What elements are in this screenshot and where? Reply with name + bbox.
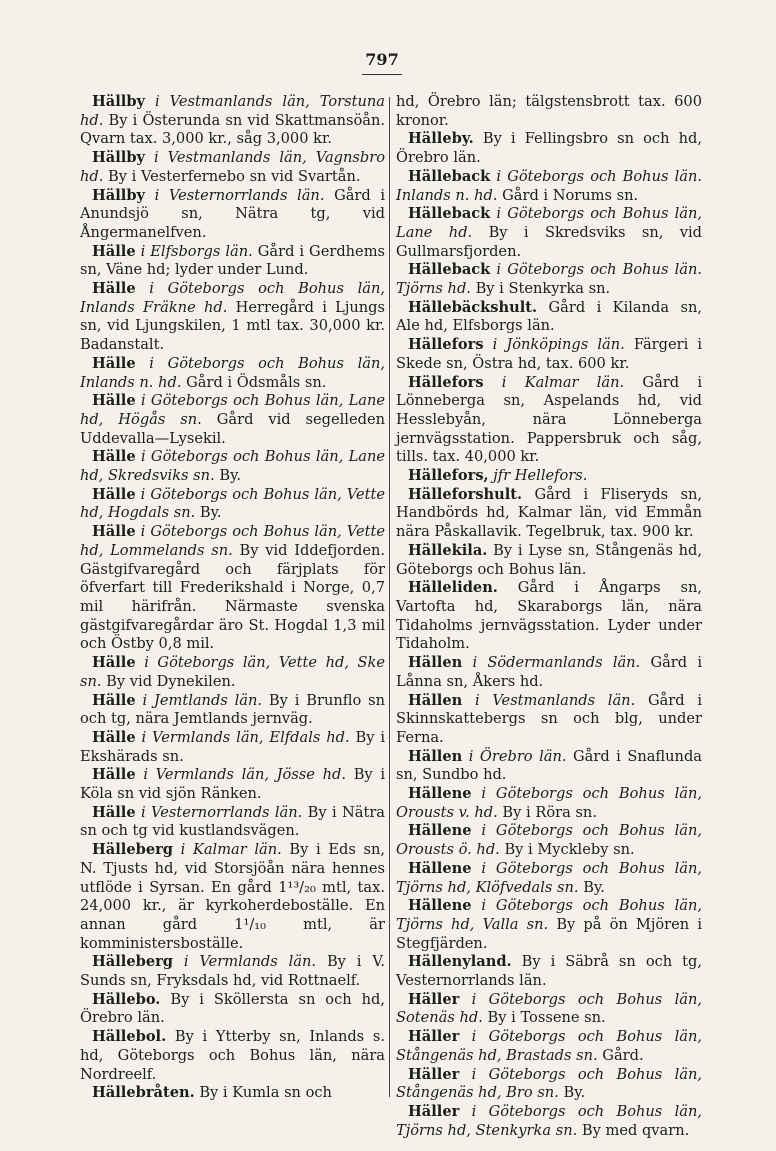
dictionary-entry — [80, 448, 385, 485]
entry-headword: Hälle — [92, 803, 136, 821]
entry-headword: Hällby — [92, 93, 146, 110]
entry-headword: Hällebråten. — [92, 1084, 195, 1102]
entry-text: Gård i Lånna sn, Åkers hd. — [396, 654, 703, 690]
entry-location: i Göteborgs och Bohus län, Lane hd, Skredsviks sn. — [80, 448, 386, 485]
entry-location: i Södermanlands län. — [472, 654, 641, 672]
entry-text: By i Skredsviks sn, vid Gullmarsfjorden. — [396, 223, 702, 260]
entry-text: Gård i Gerdhems sn, Väne hd; lyder under Lund. — [80, 242, 386, 279]
entry-text: By. — [219, 467, 242, 485]
entry-headword: Hälle — [92, 523, 136, 541]
entry-text: Gård i Norums sn. — [502, 186, 639, 204]
entry-headword: Hälle — [92, 654, 136, 672]
entry-headword: Hälle — [92, 766, 136, 784]
dictionary-entry — [396, 897, 702, 953]
entry-headword: Hälleby. — [408, 130, 474, 148]
entry-headword: Hälle — [92, 392, 136, 410]
dictionary-entry — [396, 860, 702, 897]
entry-location: i Göteborgs och Bohus län, Lane hd, Högås sn. — [80, 392, 386, 428]
entry-text: By vid Dynekilen. — [106, 672, 236, 690]
column-divider — [389, 97, 390, 1097]
dictionary-entry — [396, 374, 702, 468]
entry-location: i Göteborgs och Bohus län, Inlands n. hd. — [80, 354, 385, 391]
entry-text: By med qvarn. — [581, 1121, 690, 1139]
entry-headword: Hälleback — [408, 205, 491, 223]
entry-headword: Häller — [408, 1102, 460, 1120]
dictionary-entry — [396, 991, 702, 1028]
entry-text: By vid Iddefjorden. Gästgifvaregård och färjplats för öfverfart till Frederikshald i Norge, 0,7 mil härifrån. Närmaste svenska gästgifvaregårdar äro St. Hogdal 1,3 mil och Östby 0,8 mil. — [80, 541, 386, 653]
entry-location: i Göteborgs och Bohus län, Orousts v. hd. — [396, 785, 702, 821]
dictionary-entry — [80, 804, 385, 841]
entry-text: Gård i Kilanda sn, Ale hd, Elfsborgs län. — [396, 298, 702, 335]
dictionary-entry — [80, 1084, 385, 1103]
right-column — [396, 93, 702, 1140]
dictionary-entry — [80, 486, 385, 523]
dictionary-entry — [80, 654, 385, 691]
entry-location: i Göteborgs län, Vette hd, Ske sn. — [80, 654, 385, 690]
entry-text: hd, Örebro län; tälgstensbrott tax. 600 kronor. — [396, 93, 702, 129]
dictionary-entry — [80, 953, 385, 990]
dictionary-entry — [80, 1028, 385, 1084]
entry-location: i Jönköpings län. — [492, 336, 625, 354]
dictionary-entry — [80, 766, 385, 803]
dictionary-entry — [396, 168, 702, 205]
entry-headword: Hällebol. — [92, 1028, 167, 1046]
dictionary-entry — [396, 205, 702, 261]
entry-location: i Göteborgs och Bohus län, Tjörns hd, Klöfvedals sn. — [396, 859, 702, 896]
dictionary-entry — [80, 991, 385, 1028]
dictionary-entry — [396, 579, 702, 654]
entry-headword: Hällekila. — [408, 541, 488, 559]
dictionary-entry — [80, 729, 385, 766]
entry-headword: Hällene — [408, 859, 472, 877]
entry-text: By. — [563, 1084, 586, 1102]
entry-text: Gård i Fliseryds sn, Handbörds hd, Kalmar län, vid Emmån nära Påskallavik. Tegelbruk, tax. 900 kr. — [396, 485, 702, 541]
entry-location: i Vestmanlands län. — [474, 691, 636, 709]
entry-text: By i Vesterfernebo sn vid Svartån. — [108, 167, 361, 185]
entry-headword: Häller — [408, 1065, 460, 1083]
entry-text: By. — [199, 504, 222, 522]
dictionary-entry — [396, 261, 702, 298]
entry-location: i Vesternorrlands län. — [140, 803, 303, 821]
entry-location: i Göteborgs och Bohus län, Stångenäs hd, Brastads sn. — [396, 1028, 703, 1064]
dictionary-entry — [396, 654, 702, 691]
dictionary-entry — [396, 953, 702, 990]
entry-text: By i Myckleby sn. — [504, 841, 635, 859]
dictionary-entry — [80, 355, 385, 392]
dictionary-entry — [396, 1028, 702, 1065]
entry-location: i Göteborgs och Bohus län, Vette hd, Lommelands sn. — [80, 523, 385, 559]
entry-location: i Göteborgs och Bohus län, Inlands Fräkne hd. — [80, 280, 385, 316]
dictionary-entry — [396, 822, 702, 859]
entry-headword: Hälleforshult. — [408, 485, 523, 503]
entry-headword: Hällen — [408, 691, 463, 709]
entry-text: Gård. — [602, 1046, 644, 1064]
entry-headword: Hälle — [92, 485, 136, 503]
entry-headword: Hälle — [92, 280, 136, 298]
entry-text: By i Ytterby sn, Inlands s. hd, Göteborgs och Bohus län, nära Nordreelf. — [80, 1028, 386, 1083]
entry-text: By i Köla sn vid sjön Ränken. — [80, 766, 386, 803]
entry-headword: Hällen — [408, 654, 463, 672]
entry-text: Gård i Snaflunda sn, Sundbo hd. — [396, 747, 702, 784]
entry-headword: Hälle — [92, 448, 136, 466]
dictionary-entry — [80, 523, 385, 654]
entry-headword: Hällene — [408, 897, 472, 915]
entry-headword: Hälle — [92, 728, 136, 746]
dictionary-entry — [396, 93, 702, 130]
entry-text: By i Brunflo sn och tg, nära Jemtlands jernväg. — [80, 691, 386, 728]
entry-headword: Hälle — [92, 242, 136, 260]
dictionary-entry — [396, 785, 702, 822]
entry-headword: Hälleliden. — [408, 579, 498, 597]
entry-location: i Vermlands län, Jösse hd. — [143, 766, 346, 784]
entry-location: i Kalmar län. — [501, 373, 625, 391]
dictionary-entry — [396, 542, 702, 579]
entry-text: By i Eds sn, N. Tjusts hd, vid Storsjöån nära hennes utflöde i Syrsan. En gård 1¹³/₂₀ mtl, tax. 24,000 kr., är kyrkoherdeboställe. En annan gård 1¹/₁₀ mtl, är komministersboställe. — [80, 841, 385, 952]
entry-text: Herregård i Ljungs sn, vid Ljungskilen, 1 mtl tax. 30,000 kr. Badanstalt. — [80, 298, 386, 354]
entry-headword: Hällby — [92, 149, 146, 167]
dictionary-entry — [396, 336, 702, 373]
dictionary-entry — [396, 692, 702, 748]
entry-text: Färgeri i Skede sn, Östra hd, tax. 600 kr. — [396, 336, 702, 372]
entry-headword: Hällenyland. — [408, 953, 512, 971]
entry-text: By i Lyse sn, Stångenäs hd, Göteborgs och Bohus län. — [396, 541, 702, 578]
entry-headword: Hälle — [92, 354, 136, 372]
entry-headword: Hälleback — [408, 167, 491, 185]
entry-location: i Göteborgs och Bohus län. Inlands n. hd. — [396, 167, 702, 204]
entry-text: Gård vid segelleden Uddevalla—Lysekil. — [80, 410, 385, 447]
entry-headword: Hällebäckshult. — [408, 298, 538, 316]
entry-location: jfr Hellefors. — [493, 467, 588, 485]
entry-location: i Vermlands län, Elfdals hd. — [141, 728, 350, 746]
entry-text: By på ön Mjören i Stegfjärden. — [396, 915, 702, 952]
entry-location: i Göteborgs och Bohus län, Vette hd, Hogdals sn. — [80, 485, 385, 522]
entry-headword: Hälleberg — [92, 841, 173, 859]
dictionary-entry — [396, 748, 702, 785]
entry-headword: Hälleberg — [92, 953, 173, 971]
entry-location: i Göteborgs och Bohus län. Tjörns hd. — [396, 261, 702, 298]
entry-text: By i V. Sunds sn, Fryksdals hd, vid Rottnaelf. — [80, 953, 385, 990]
entry-headword: Hälleback — [408, 261, 491, 279]
entry-headword: Häller — [408, 990, 460, 1008]
dictionary-entry — [396, 467, 702, 486]
entry-location: i Kalmar län. — [180, 841, 282, 859]
dictionary-entry — [80, 280, 385, 355]
entry-text: By i Röra sn. — [502, 803, 597, 821]
entry-headword: Hällefors — [408, 373, 484, 391]
entry-location: i Vestmanlands län, Torstuna hd. — [80, 93, 386, 129]
entry-location: i Göteborgs och Bohus län, Sotenäs hd. — [396, 990, 703, 1027]
dictionary-entry — [80, 841, 385, 953]
entry-text: By i Fellingsbro sn och hd, Örebro län. — [396, 130, 702, 167]
page-number-rule — [362, 74, 402, 75]
entry-location: i Göteborgs och Bohus län, Lane hd. — [396, 205, 702, 241]
dictionary-entry — [396, 299, 702, 336]
entry-text: By. — [583, 878, 605, 896]
dictionary-entry — [396, 1066, 702, 1103]
entry-text: By i Nätra sn och tg vid kustlandsvägen. — [80, 803, 386, 840]
entry-text: Gård i Skinnskattebergs sn och blg, under Ferna. — [396, 691, 703, 746]
entry-text: By i Kumla sn och — [199, 1084, 332, 1102]
entry-text: By i Ekshärads sn. — [80, 728, 385, 765]
entry-headword: Hällene — [408, 822, 472, 840]
entry-headword: Hällen — [408, 747, 463, 765]
entry-text: By i Stenkyrka sn. — [475, 280, 611, 298]
entry-location: i Elfsborgs län. — [140, 242, 253, 260]
left-column — [80, 93, 385, 1103]
entry-headword: Hällene — [408, 785, 472, 803]
entry-text: By i Österunda sn vid Skattmansöån. Qvarn tax. 3,000 kr., såg 3,000 kr. — [80, 111, 385, 148]
entry-headword: Hällby — [92, 186, 146, 204]
entry-headword: Hällebo. — [92, 990, 161, 1008]
entry-location: i Göteborgs och Bohus län, Tjörns hd, Stenkyrka sn. — [396, 1102, 703, 1139]
entry-headword: Hälle — [92, 691, 136, 709]
entry-text: Gård i Anundsjö sn, Nätra tg, vid Ångermanelfven. — [80, 186, 386, 241]
entry-text: Gård i Lönneberga sn, Aspelands hd, vid Hesslebyån, nära Lönneberga jernvägsstation. Pappersbruk och såg, tills. tax. 40,000 kr. — [396, 373, 702, 466]
dictionary-entry — [80, 692, 385, 729]
entry-text: By i Säbrå sn och tg, Vesternorrlands län. — [396, 953, 703, 990]
entry-location: i Vermlands län. — [183, 953, 317, 971]
entry-location: i Göteborgs och Bohus län, Tjörns hd, Valla sn. — [396, 897, 702, 933]
dictionary-entry — [80, 243, 385, 280]
dictionary-entry — [396, 1103, 702, 1140]
dictionary-entry — [80, 93, 385, 149]
entry-text: Gård i Ödsmåls sn. — [186, 373, 327, 391]
dictionary-entry — [396, 130, 702, 167]
entry-location: i Göteborgs och Bohus län, Stångenäs hd, Bro sn. — [396, 1065, 703, 1102]
entry-location: i Göteborgs och Bohus län, Orousts ö. hd. — [396, 822, 702, 859]
entry-location: i Örebro län. — [468, 747, 567, 765]
entry-headword: Hällefors — [408, 336, 484, 354]
entry-text: By i Tossene sn. — [487, 1009, 606, 1027]
dictionary-entry — [396, 486, 702, 542]
dictionary-entry — [80, 149, 385, 186]
dictionary-entry — [80, 392, 385, 448]
entry-location: i Vesternorrlands län. — [154, 186, 325, 204]
entry-headword: Häller — [408, 1028, 460, 1046]
entry-headword: Hällefors, — [408, 467, 489, 485]
dictionary-entry — [80, 187, 385, 243]
entry-text: By i Sköllersta sn och hd, Örebro län. — [80, 990, 385, 1027]
entry-location: i Vestmanlands län, Vagnsbro hd. — [80, 149, 385, 185]
page-number: 797 — [365, 50, 399, 69]
entry-text: Gård i Ångarps sn, Vartofta hd, Skaraborgs län, nära Tidaholms jernvägsstation. Lyder under Tidaholm. — [396, 579, 703, 653]
entry-location: i Jemtlands län. — [142, 691, 263, 709]
